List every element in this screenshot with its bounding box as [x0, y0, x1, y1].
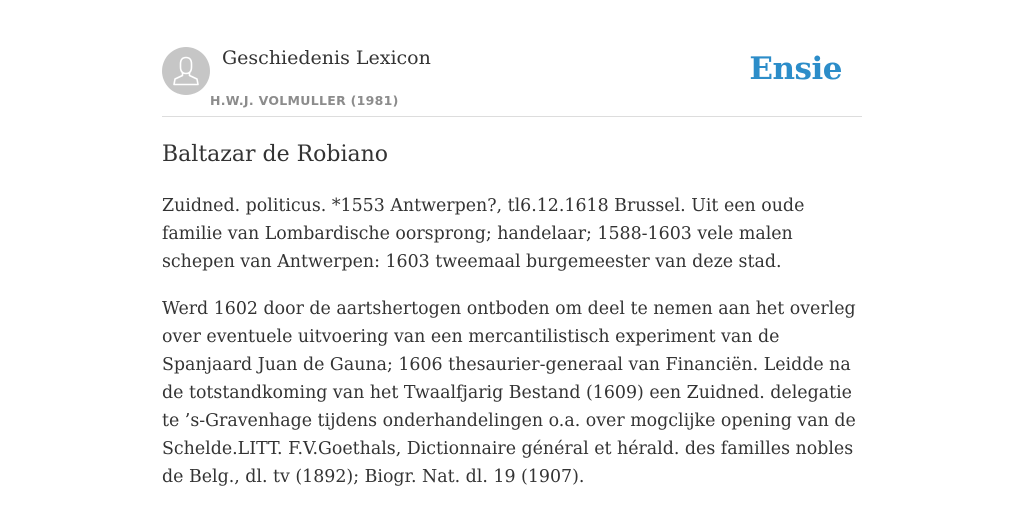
author-name[interactable]: H.W.J. VOLMULLER (1981) — [210, 93, 399, 108]
entry-title: Baltazar de Robiano — [162, 142, 389, 167]
author-avatar[interactable] — [162, 47, 210, 95]
lexicon-title[interactable]: Geschiedenis Lexicon — [222, 47, 431, 69]
user-outline-icon — [162, 47, 210, 95]
brand-logo[interactable]: Ensie — [749, 51, 842, 87]
entry-paragraph-1: Zuidned. politicus. *1553 Antwerpen?, tl6.12.1618 Brussel. Uit een oude familie van Lombardische oorsprong; handelaar; 1588-1603 vele malen schepen van Antwerpen: 1603 tweemaal burgemeester van deze stad. — [162, 196, 805, 272]
header — [162, 46, 862, 117]
entry-paragraph-2: Werd 1602 door de aartshertogen ontboden om deel te nemen aan het overleg over eventuele uitvoering van een mercantilistisch experiment van de Spanjaard Juan de Gauna; 1606 thesaurier-generaal van Financiën. Leidde na de totstandkoming van het Twaalfjarig Bestand (1609) een Zuidned. delegatie te ’s-Gravenhage tijdens onderhandelingen o.a. over mogclijke opening van de Schelde.LITT. F.V.Goethals, Dictionnaire général et hérald. des familles nobles de Belg., dl. tv (1892); Biogr. Nat. dl. 19 (1907). — [162, 299, 856, 487]
